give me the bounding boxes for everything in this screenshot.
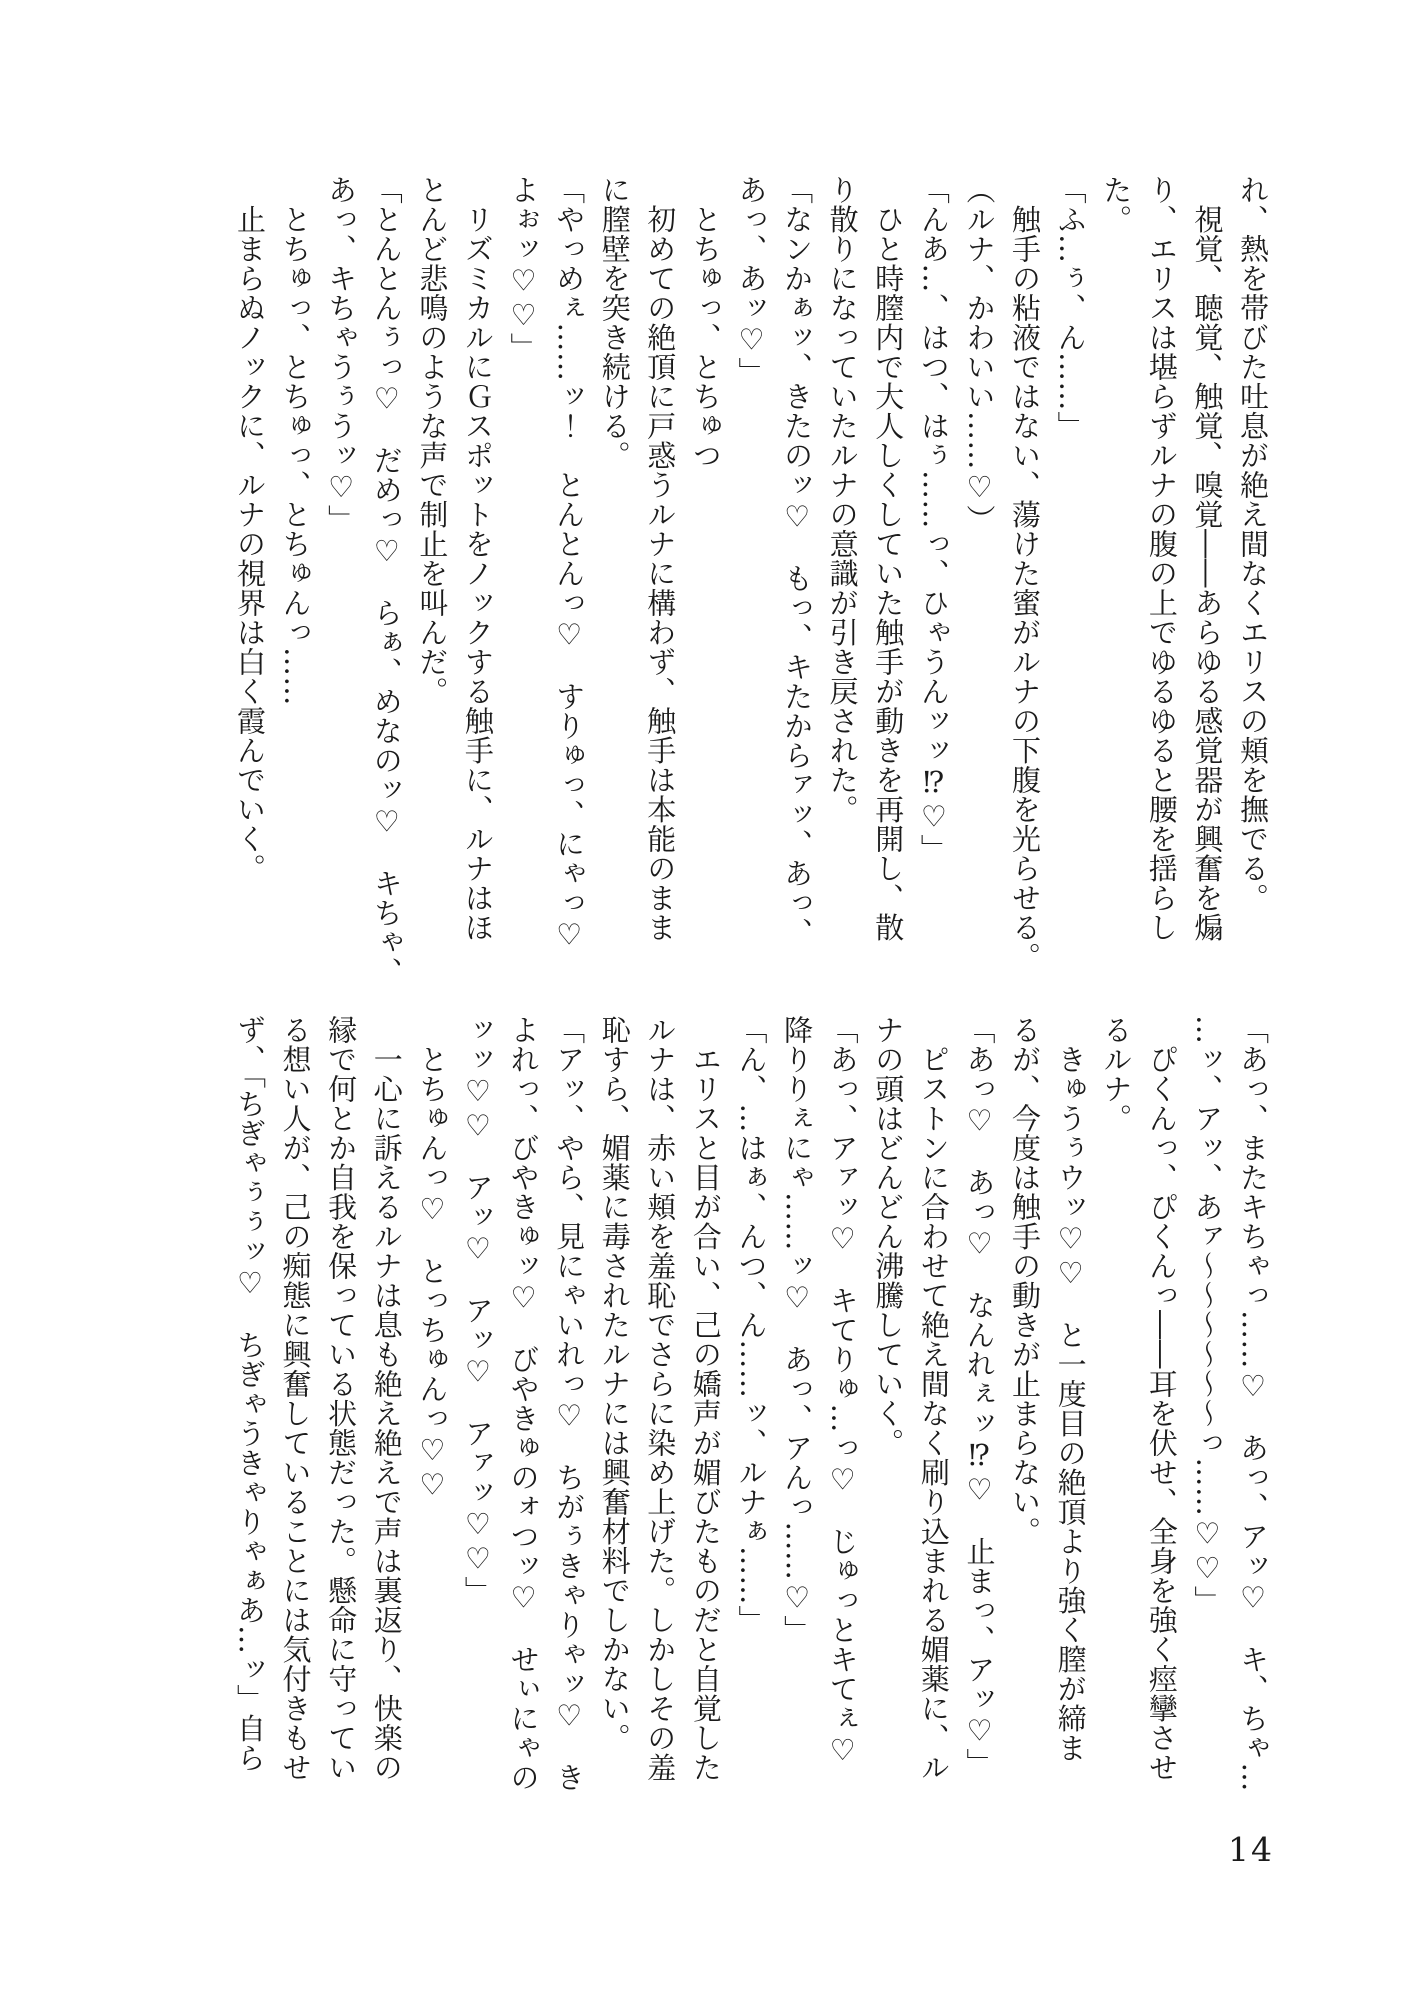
text-column: 恥すら、媚薬に毒されたルナには興奮材料でしかない。: [597, 1015, 632, 1753]
bottom-text-block: [223, 1015, 1275, 1815]
text-column: 縁で何とか自我を保っている状態だった。懸命に守ってい: [324, 1015, 359, 1782]
text-column: り散りになっていたルナの意識が引き戻された。: [825, 175, 860, 824]
text-column: 「とんとんぅっ♡ だめっ♡ らぁ、めなのッ♡ キちゃ、: [369, 175, 404, 987]
text-column: ひと時膣内で大人しくしていた触手が動きを再開し、散: [871, 175, 906, 942]
text-column: リズミカルにＧスポットをノックする触手に、ルナはほ: [460, 175, 495, 942]
text-column: ず、「ちぎゃぅぅッ♡ ちぎゃうきゃりゃぁあ…ッ」自ら: [232, 1015, 267, 1773]
text-column: 一心に訴えるルナは息も絶え絶えで声は裏返り、快楽の: [369, 1015, 404, 1782]
text-column: エリスと目が合い、己の嬌声が媚びたものだと自覚した: [688, 1015, 723, 1782]
text-column: 「あっ♡ あっ♡ なんれぇッ⁉♡ 止まっ、アッ♡」: [962, 1015, 997, 1778]
text-column: ピストンに合わせて絶え間なく刷り込まれる媚薬に、ル: [916, 1015, 951, 1782]
text-column: た。: [1099, 175, 1134, 234]
text-column: ナの頭はどんどん沸騰していく。: [871, 1015, 906, 1458]
text-column: るが、今度は触手の動きが止まらない。: [1008, 1015, 1043, 1546]
text-column: 「アッ、やら、見にゃいれっ♡ ちがぅきゃりゃッ♡ き: [552, 1015, 587, 1792]
text-column: 初めての絶頂に戸惑うルナに構わず、触手は本能のまま: [643, 175, 678, 942]
text-column: 「あっ、アァッ♡ キてりゅ…っ♡ じゅっとキてぇ♡: [825, 1015, 860, 1768]
text-column: 「ふ…ぅ、ん……」: [1053, 175, 1088, 441]
text-column: るルナ。: [1099, 1015, 1134, 1133]
text-column: り、エリスは堪らずルナの腹の上でゆるゆると腰を揺らし: [1144, 175, 1179, 942]
text-column: ッッ♡♡ アッ♡ アッ♡ アァッ♡♡」: [460, 1015, 495, 1606]
text-column: 「あっ、またキちゃっ……♡ あっ、アッ♡ キ、ちゃ…: [1236, 1015, 1270, 1792]
text-column: れ、熱を帯びた吐息が絶え間なくエリスの頬を撫でる。: [1236, 175, 1270, 913]
text-column: とんど悲鳴のような声で制止を叫んだ。: [415, 175, 450, 706]
text-column: 視覚、聴覚、触覚、嗅覚――あらゆる感覚器が興奮を煽: [1190, 175, 1225, 942]
text-column: 「んあ…、はつ、はぅ……っ、ひゃうんッッ⁉♡」: [916, 175, 951, 864]
top-text-block: [223, 175, 1275, 987]
text-column: 「なンかぁッ、きたのッ♡ もっ、キたからァッ、あっ、: [780, 175, 815, 947]
text-column: 「やっめぇ……ッ！ とんとんっ♡ すりゅっ、にゃっ♡: [552, 175, 587, 952]
text-column: に膣壁を突き続ける。: [597, 175, 632, 470]
text-column: とちゅっ、とちゅっ、とちゅんっ……: [278, 175, 313, 706]
text-column: あっ、キちゃうぅうッ♡」: [324, 175, 359, 534]
text-column: 止まらぬノックに、ルナの視界は白く霞んでいく。: [232, 175, 267, 883]
text-column: よれっ、びやきゅッ♡ びやきゅのォつッ♡ せぃにゃの: [506, 1015, 541, 1792]
page-number: 14: [1228, 1830, 1274, 1869]
text-column: る想い人が、己の痴態に興奮していることには気付きもせ: [278, 1015, 313, 1782]
text-column: ルナは、赤い頬を羞恥でさらに染め上げた。しかしその羞: [643, 1015, 678, 1782]
text-column: とちゅっ、とちゅつ: [688, 175, 723, 470]
text-column: よぉッ♡♡」: [506, 175, 541, 362]
text-column: 「ん、…はぁ、んつ、ん……ッ、ルナぁ……」: [734, 1015, 769, 1635]
text-column: （ルナ、かわいい……♡）: [962, 175, 997, 534]
text-column: きゅうぅウッ♡♡ と一度目の絶頂より強く膣が締ま: [1053, 1015, 1088, 1763]
text-column: とちゅんっ♡ とっちゅんっ♡♡: [415, 1015, 450, 1502]
text-column: 降りりぇにゃ……ッ♡ あっ、アんっ……♡」: [780, 1015, 815, 1645]
text-column: 触手の粘液ではない、蕩けた蜜がルナの下腹を光らせる。: [1008, 175, 1043, 972]
text-column: …ッ、アッ、あァ～～～～～～っ……♡♡」: [1190, 1015, 1225, 1615]
text-column: ぴくんっ、ぴくんっ――耳を伏せ、全身を強く痙攣させ: [1144, 1015, 1179, 1782]
text-column: あっ、あッ♡」: [734, 175, 769, 387]
